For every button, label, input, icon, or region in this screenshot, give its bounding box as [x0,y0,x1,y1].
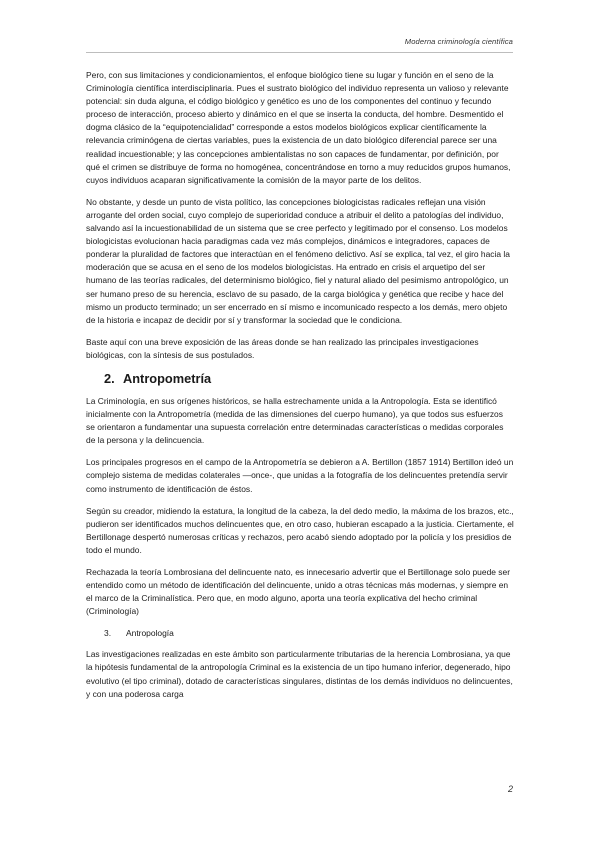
paragraph: Rechazada la teoría Lombrosiana del delincuente nato, es innecesario advertir que el Bertillonage solo puede ser entendido como un método de identificación del delincuente, unido a otras técnicas más modernas, y siempre en el marco de la Criminalística. Pero que, en modo alguno, aporta una teoría explicativa del hecho criminal (Criminología) [86,567,511,617]
paragraph: Baste aquí con una breve exposición de las áreas donde se han realizado las principales investigaciones biológicas, con la síntesis de sus postulados. [86,336,479,360]
paragraph: Según su creador, midiendo la estatura, la longitud de la cabeza, la del dedo medio, la máxima de los brazos, etc., pudieron ser identificados muchos delincuentes que, en otro caso, hubieran escapado a la justicia. Ciertamente, el Bertillonage despertó numerosas críticas y rechazos, pero acabó siendo adoptado por la policía y los presidios de todo el mundo. [86,505,514,555]
paragraph: Los principales progresos en el campo de la Antropometría se debieron a A. Bertillon (1857 1914) Bertillon ideó un complejo sistema de medidas colaterales —once-, que unidas a la fotografía de los delincuentes pretendía servir como instrumento de identificación de éstos. [86,457,514,494]
section-number: 3. [104,628,112,639]
page-number: 2 [507,784,513,794]
section-heading-antropologia [86,627,514,640]
running-header: Moderna criminología científica [404,37,513,46]
body-text [86,69,514,710]
section-number: 2. [104,370,115,386]
section-heading-antropometria [86,371,514,387]
paragraph: Las investigaciones realizadas en este ámbito son particularmente tributarias de la herencia Lombrosiana, ya que la hipótesis fundamental de la antropología Criminal es la existencia de un tipo humano inferior, degenerado, hipo evolutivo (el tipo criminal), dotado de características singulares, distintas de los demás individuos no delincuentes, y con una poderosa carga [86,649,513,699]
paragraph: Pero, con sus limitaciones y condicionamientos, el enfoque biológico tiene su lugar y función en el seno de la Criminología científica interdisciplinaria. Pues el sustrato biológico del individuo representa un valioso y relevante potencial: sin duda alguna, el código biológico y genético es uno de los componentes del continuo y fecundo proceso de interacción, proceso abierto y dinámico en el que se inserta la conducta, del hombre. Desmentido el dogma clásico de la “equipotencialidad” corresponde a estos modelos biológicos explicar científicamente la relevancia criminógena de ciertas variables, pues la existencia de un dato biológico diferencial parece ser una realidad incuestionable; y las concepciones ambientalistas no son capaces de fundamentar, por definición, por qué el crimen se distribuye de forma no homogénea, concentrándose en torno a muy reducidos grupos humanos, cuyos individuos acaparan significativamente la comisión de la mayor parte de los delitos. [86,70,511,185]
section-title: Antropología [126,628,174,639]
section-title: Antropometría [123,370,212,386]
header-rule [86,52,513,53]
paragraph: La Criminología, en sus orígenes históricos, se halla estrechamente unida a la Antropología. Esta se identificó inicialmente con la Antropometría (medida de las dimensiones del cuerpo humano), ya que todos sus esfuerzos se orientaron a fundamentar una supuesta correlación entre determinadas características o medidas corporales de la persona y la delincuencia. [86,395,504,446]
paragraph: No obstante, y desde un punto de vista político, las concepciones biologicistas radicales reflejan una visión arrogante del orden social, cuyo complejo de superioridad conduce a atribuir el delito a patologías del individuo, salvando así la incuestionabilidad de un sistema que se cree perfecto y legitimado por el consenso. Los modelos biologicistas evolucionan hacia paradigmas cada vez más complejos, dinámicos e integradores, capaces de ponderar la pluralidad de factores que interactúan en el fenómeno delictivo. Así se explica, tal vez, el giro hacia la moderación que se acusa en el seno de los modelos biologicistas. Ha entrado en crisis el arquetipo del ser humano de las teorías radicales, del determinismo biológico, fiel y natural aliado del pesimismo antropológico, un ser humano preso de su herencia, esclavo de su pasado, de la carga biológica y genética que recibe y hace del mismo un producto terminado; un ser encerrado en sí mismo e incomunicado respecto a los demás, mero objeto de la historia e incapaz de decidir por sí y transformar la sociedad que le condiciona. [86,196,511,325]
